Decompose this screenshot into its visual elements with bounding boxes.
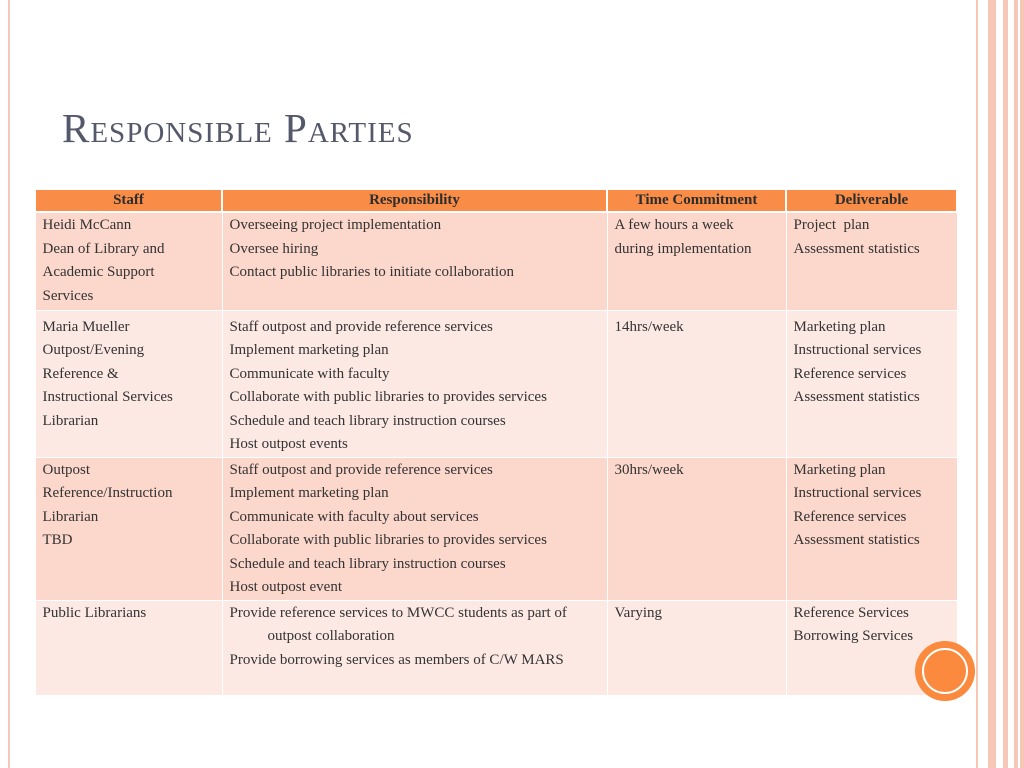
column-header-deliverable: Deliverable (786, 189, 957, 212)
slide-frame-right-stripe (1020, 0, 1024, 768)
staff-line: Services (42, 287, 94, 304)
responsibility-cell (222, 310, 607, 457)
staff-line: Dean of Library and (42, 240, 165, 257)
responsibility-line: Oversee hiring (229, 240, 319, 257)
staff-line: Heidi McCann (42, 217, 132, 233)
time-commitment-cell (607, 212, 786, 310)
staff-line: Outpost/Evening (42, 342, 145, 358)
staff-line: Librarian (42, 412, 99, 429)
slide-frame-right-stripe (988, 0, 996, 768)
deliverable-cell (786, 457, 957, 600)
responsibility-line: Contact public libraries to initiate collaboration (229, 264, 515, 280)
column-header-responsibility: Responsibility (222, 189, 607, 212)
responsibility-cell (222, 212, 607, 310)
slide-title: Responsible Parties (62, 105, 414, 151)
deliverable-line: Instructional services (793, 485, 922, 501)
staff-cell (35, 310, 222, 457)
responsibility-line: Staff outpost and provide reference services (229, 318, 493, 335)
staff-line: Reference/Instruction (42, 485, 173, 501)
staff-line: Librarian (42, 508, 99, 525)
responsibility-line: Overseeing project implementation (229, 217, 442, 233)
deliverable-line: Assessment statistics (793, 389, 920, 405)
table-row (35, 600, 957, 695)
responsibility-line: Schedule and teach library instruction courses (229, 555, 506, 572)
slide-frame-right-stripe (976, 0, 978, 768)
time-commitment-cell (607, 600, 786, 695)
slide-frame-right-stripe (1003, 0, 1008, 768)
deliverable-line: Project plan (793, 217, 870, 233)
staff-line: Instructional Services (42, 389, 173, 405)
responsibility-line: Collaborate with public libraries to provides services (229, 389, 547, 405)
responsibility-cell (222, 600, 607, 695)
responsibility-line: Host outpost event (229, 579, 342, 595)
responsibility-line: Collaborate with public libraries to provides services (229, 532, 547, 548)
staff-line: Reference & (42, 365, 119, 382)
staff-cell (35, 212, 222, 310)
deliverable-line: Assessment statistics (793, 532, 920, 548)
deliverable-line: Assessment statistics (793, 240, 920, 257)
staff-line: Public Librarians (42, 604, 147, 621)
responsibility-line: Staff outpost and provide reference services (229, 461, 493, 478)
time-line: 30hrs/week (614, 461, 684, 478)
responsibility-cell (222, 457, 607, 600)
column-header-staff: Staff (35, 189, 222, 212)
deliverable-line: Instructional services (793, 342, 922, 358)
responsibility-line: Communicate with faculty about services (229, 508, 479, 525)
deliverable-line: Reference services (793, 508, 907, 525)
staff-line: Maria Mueller (42, 318, 130, 335)
responsibility-line: Schedule and teach library instruction courses (229, 412, 506, 429)
decorative-circle-ring (922, 648, 968, 694)
responsibility-table (34, 188, 958, 696)
deliverable-cell (786, 212, 957, 310)
time-line: A few hours a week (614, 217, 734, 233)
slide-frame-left-line (8, 0, 10, 768)
time-line: 14hrs/week (614, 318, 684, 335)
table-row (35, 457, 957, 600)
deliverable-line: Reference Services (793, 604, 909, 621)
slide-frame-right-stripe (1014, 0, 1018, 768)
deliverable-cell (786, 310, 957, 457)
responsibility-line: Host outpost events (229, 436, 348, 452)
deliverable-line: Marketing plan (793, 318, 886, 335)
responsibility-line: Provide borrowing services as members of C/W MARS (229, 651, 564, 668)
time-line: during implementation (614, 240, 752, 257)
staff-cell (35, 600, 222, 695)
time-commitment-cell (607, 457, 786, 600)
deliverable-line: Reference services (793, 365, 907, 382)
table-row (35, 212, 957, 310)
responsibility-line: Implement marketing plan (229, 485, 389, 501)
table-header-row (35, 189, 957, 212)
staff-line: Academic Support (42, 264, 155, 280)
responsibility-line: Implement marketing plan (229, 342, 389, 358)
staff-line: TBD (42, 532, 73, 548)
responsibility-line: Provide reference services to MWCC students as part of outpost collaboration (229, 604, 567, 644)
staff-cell (35, 457, 222, 600)
time-line: Varying (614, 604, 662, 621)
staff-line: Outpost (42, 461, 91, 478)
column-header-time-commitment: Time Commitment (607, 189, 786, 212)
deliverable-line: Borrowing Services (793, 628, 914, 644)
responsibility-line: Communicate with faculty (229, 365, 390, 382)
deliverable-line: Marketing plan (793, 461, 886, 478)
time-commitment-cell (607, 310, 786, 457)
table-row (35, 310, 957, 457)
